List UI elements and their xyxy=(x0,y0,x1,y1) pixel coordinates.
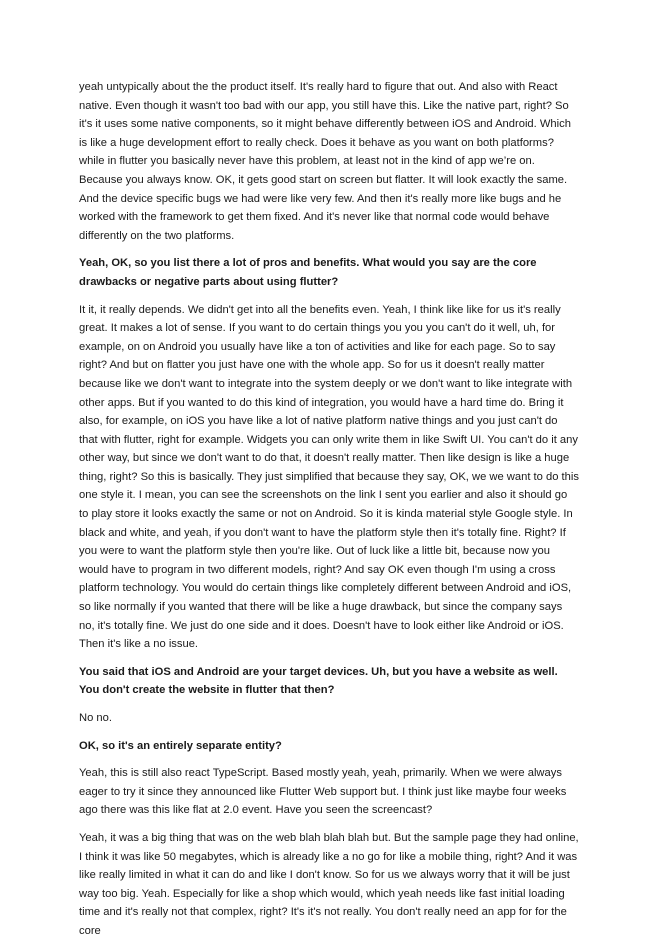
paragraph-question: You said that iOS and Android are your target devices. Uh, but you have a website as well. You don't create the website in flutter that then? xyxy=(79,665,558,697)
document-page xyxy=(79,78,579,950)
paragraph-question: OK, so it's an entirely separate entity? xyxy=(79,739,282,752)
paragraph-question: Yeah, OK, so you list there a lot of pros and benefits. What would you say are the core drawbacks or negative parts about using flutter? xyxy=(79,257,537,288)
paragraph-answer: yeah untypically about the the product itself. It's really hard to figure that out. And also with React native. Even though it wasn't too bad with our app, you still have this. Like the native part, right? So it's it uses some native components, so it might behave differently between iOS and Android. Which is like a huge development effort to really check. Does it behave as you want on both platforms? while in flutter you basically never have this problem, at least not in the kind of app we’re on. Because you always know. OK, it gets good start on screen but flatter. It will look exactly the same. And the device specific bugs we had were like very few. And then it's really more like bugs and he worked with the framework to get them fixed. And it's never like that normal code would behave differently on the two platforms. xyxy=(79,81,571,242)
paragraph-answer: It it, it really depends. We didn't get into all the benefits even. Yeah, I think like like for us it's really great. It makes a lot of sense. If you want to do certain things you you you can't do it well, uh, for example, on on Android you usually have like a ton of activities and like for each page. So to say right? And but on flatter you just have one with the whole app. So for us it doesn't really matter because like we don't want to integrate into the system deeply or we don't want to like integrate with other apps. But if you wanted to do this kind of integration, you would have a hard time do. Bring it also, for example, on iOS you have like a lot of native platform native things and you just can't do that with flutter, right for example. Widgets you can only write them in like Swift UI. You can't do it any other way, but since we don't want to do that, it doesn't really matter. Then like design is like a huge thing, right? So this is basically. They just simplified that because they say, OK, we we want to do this one style it. I mean, you can see the screenshots on the link I sent you earlier and also it should go to play store it looks exactly the same or not on Android. So it is kinda material style Google style. In black and white, and yeah, if you don't want to have the platform style then it's totally fine. Right? If you were to want the platform style then you're like. Out of luck like a little bit, because now you would have to program in two different models, right? And say OK even though I'm using a cross platform technology. You would do certain things like completely different between Android and iOS, so like normally if you wanted that there will be like a huge drawback, but since the company says no, it's totally fine. We just do one side and it does. Doesn't have to look either like Android or iOS. Then it's like a no issue. xyxy=(79,303,579,651)
paragraph-answer: Yeah, this is still also react TypeScript. Based mostly yeah, yeah, primarily. When we were always eager to try it since they announced like Flutter Web support but. I think just like maybe four weeks ago there was this like flat at 2.0 event. Have you seen the screencast? xyxy=(79,767,567,817)
paragraph-answer: No no. xyxy=(79,712,112,724)
paragraph-answer: Yeah, it was a big thing that was on the web blah blah blah but. But the sample page they had online, I think it was like 50 megabytes, which is already like a no go for like a mobile thing, right? And it was like really limited in what it can do and like I don't know. So for us we always worry that it will be just way too big. Yeah. Especially for like a shop which would, which yeah needs like fast initial loading time and it's really not that complex, right? It's it's not really. You don't really need an app for for the core xyxy=(79,831,579,937)
